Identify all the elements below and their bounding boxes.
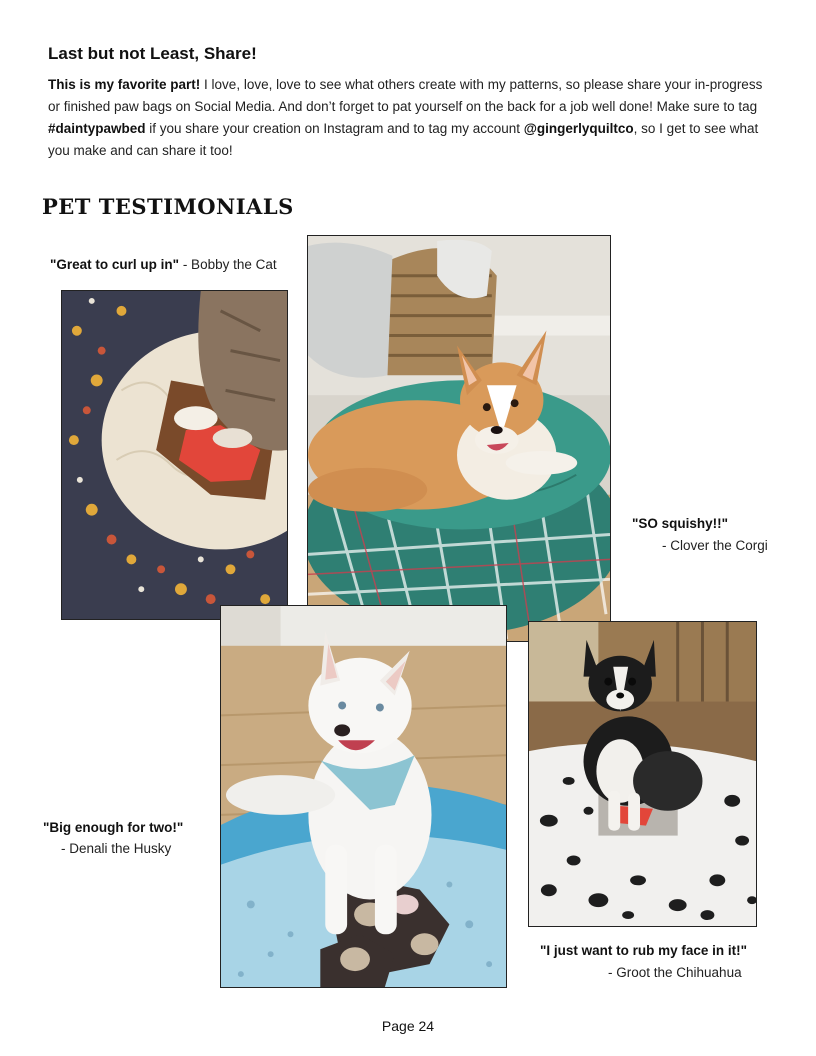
share-heading: Last but not Least, Share! bbox=[48, 44, 257, 63]
testimonial-attribution: - Groot the Chihuahua bbox=[608, 965, 742, 980]
corgi-photo bbox=[307, 235, 611, 642]
share-lead: This is my favorite part! bbox=[48, 77, 201, 92]
cat-photo bbox=[61, 290, 288, 620]
share-text-3: , so I get to see what you make and can share it too! bbox=[48, 121, 759, 158]
testimonial-quote: "SO squishy!!" bbox=[632, 516, 729, 531]
hashtag: #daintypawbed bbox=[48, 121, 146, 136]
testimonial-attribution: - Clover the Corgi bbox=[662, 538, 768, 553]
testimonial-bobby bbox=[50, 255, 277, 275]
testimonials-heading: PET TESTIMONIALS bbox=[42, 194, 294, 219]
testimonial-attribution: - Bobby the Cat bbox=[179, 257, 277, 272]
testimonial-attribution: - Denali the Husky bbox=[61, 841, 172, 856]
share-paragraph bbox=[48, 74, 768, 162]
husky-photo bbox=[220, 605, 507, 988]
testimonial-groot bbox=[540, 941, 747, 983]
testimonial-quote: "Great to curl up in" bbox=[50, 257, 180, 272]
testimonial-quote: "I just want to rub my face in it!" bbox=[540, 943, 748, 958]
chihuahua-photo bbox=[528, 621, 757, 927]
testimonial-denali bbox=[43, 818, 183, 859]
share-text-1: I love, love, love to see what others create with my patterns, so please share your in-progress or finished paw bags on Social Media. And don’t forget to pat yourself on the back for a job well done! Make sure to tag bbox=[48, 77, 763, 114]
page-number: Page 24 bbox=[381, 1018, 435, 1034]
account-handle: @gingerlyquiltco bbox=[523, 121, 634, 136]
testimonial-quote: "Big enough for two!" bbox=[43, 820, 184, 835]
testimonial-clover bbox=[632, 514, 768, 556]
share-text-2: if you share your creation on Instagram and to tag my account bbox=[145, 121, 524, 136]
